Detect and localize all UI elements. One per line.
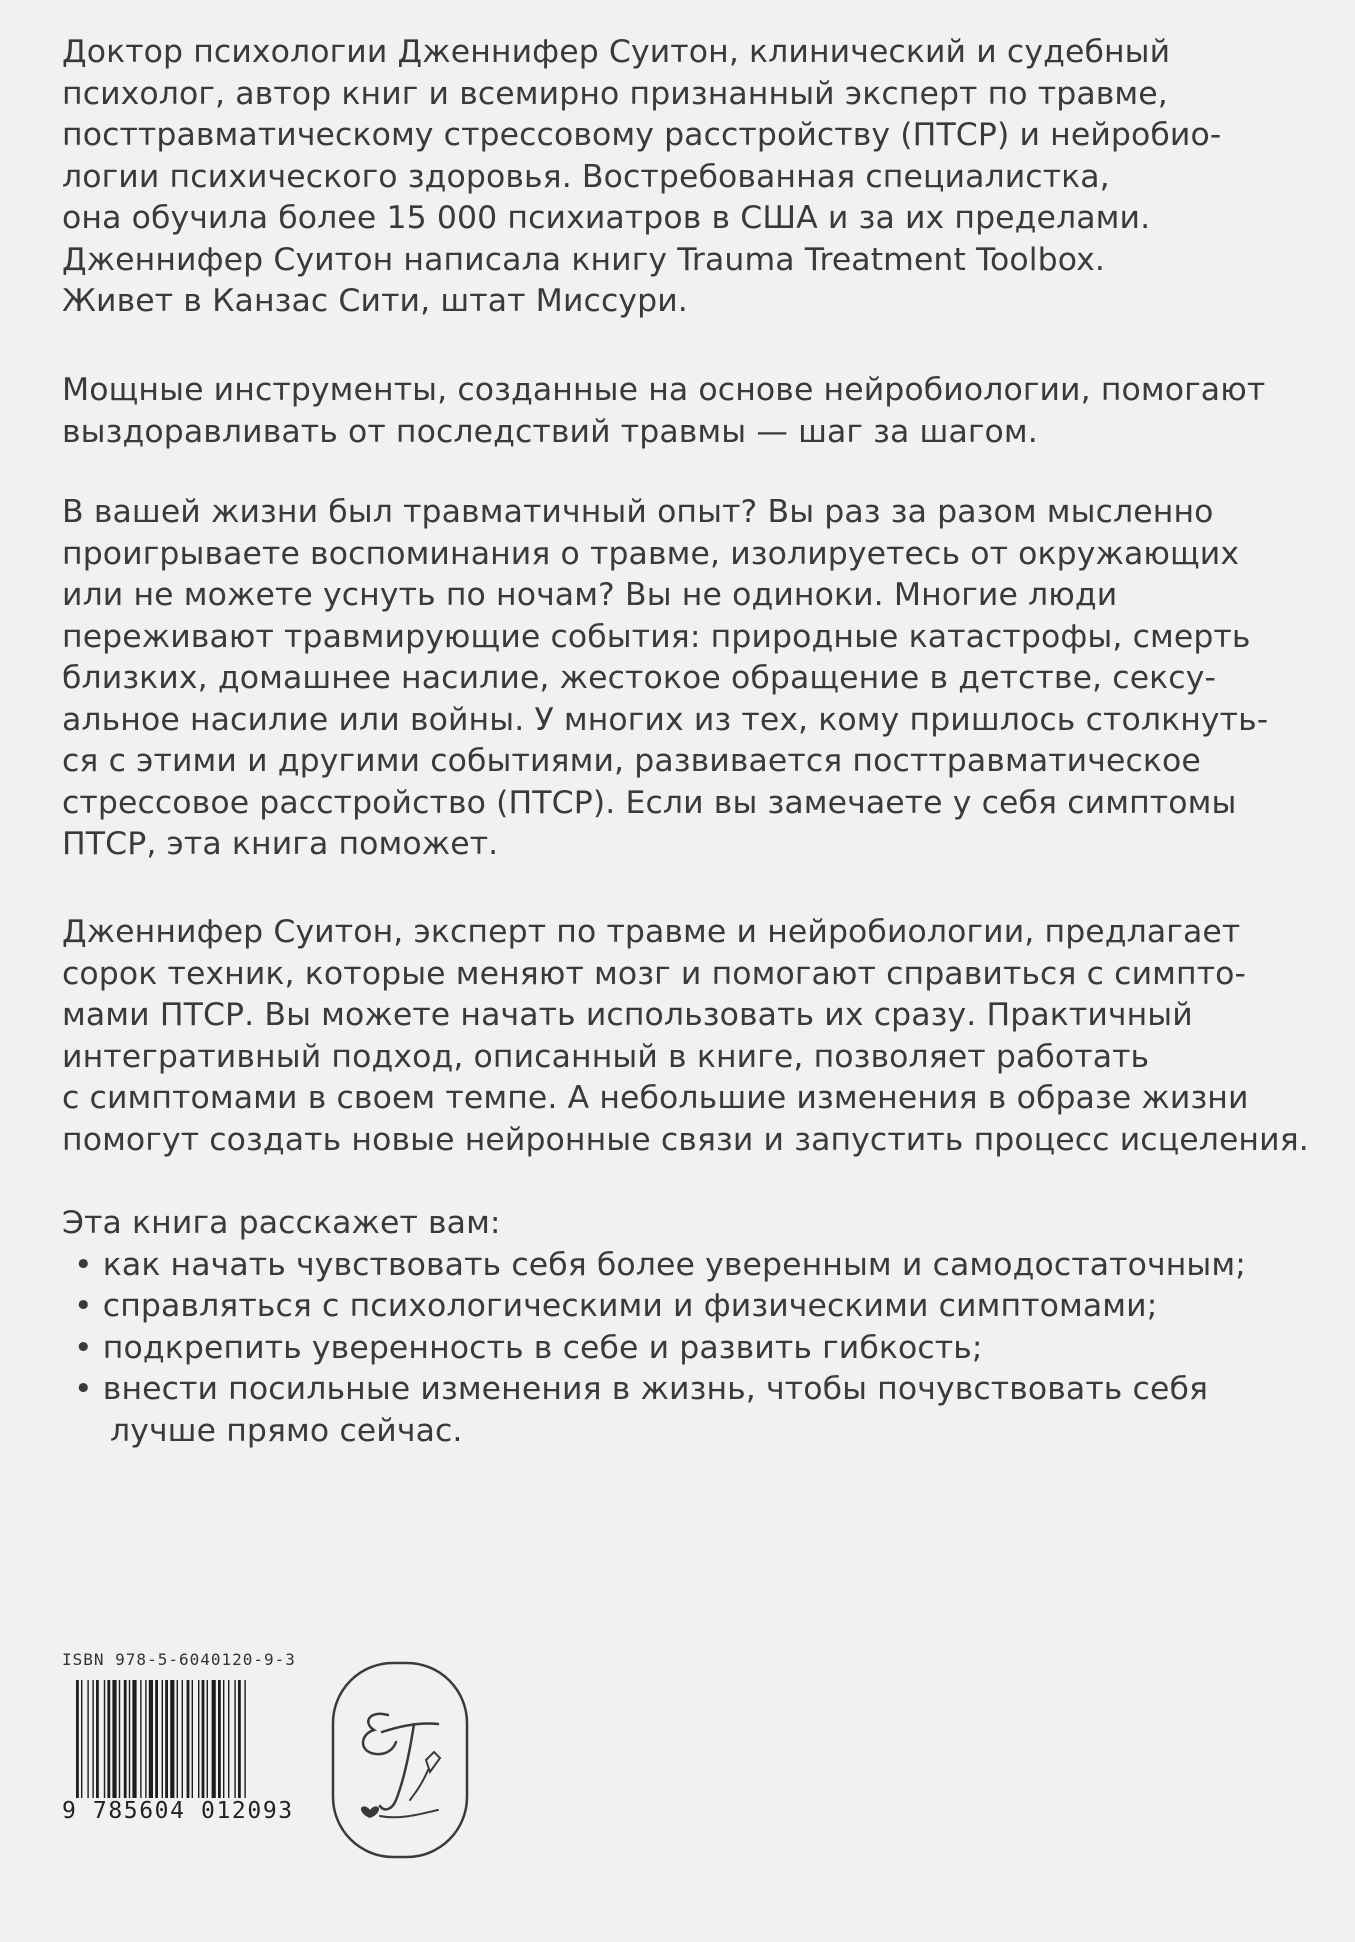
intro-line: ПТСР, эта книга поможет. (62, 826, 499, 862)
author-bio-line: посттравматическому стрессовому расстройству (ПТСР) и нейробио- (62, 117, 1222, 153)
intro-line: близких, домашнее насилие, жестокое обращение в детстве, сексу- (62, 660, 1216, 696)
description-line: мами ПТСР. Вы можете начать использовать их сразу. Практичный (62, 997, 1193, 1033)
intro-paragraph (62, 492, 1302, 866)
benefit-item: • подкрепить уверенность в себе и развить гибкость; (74, 1329, 983, 1366)
barcode-digits: 9 785604 012093 (62, 1798, 294, 1824)
benefits-heading: Эта книга расскажет вам: (62, 1205, 501, 1241)
intro-line: альное насилие или войны. У многих из тех, кому пришлось столкнуть- (62, 701, 1269, 738)
description-line: интегративный подход, описанный в книге, позволяет работать (62, 1038, 1150, 1075)
intro-line: проигрываете воспоминания о травме, изолируетесь от окружающих (62, 535, 1240, 572)
description-line: Дженнифер Суитон, эксперт по травме и нейробиологии, предлагает (62, 914, 1241, 950)
author-bio-line: психолог, автор книг и всемирно признанный эксперт по травме, (62, 75, 1168, 112)
benefits-list (62, 1203, 1302, 1452)
author-bio (62, 32, 1302, 323)
intro-line: ся с этими и другими событиями, развивается посттравматическое (62, 743, 1201, 779)
author-bio-line: Доктор психологии Дженнифер Суитон, клинический и судебный (62, 34, 1171, 70)
author-bio-line: Живет в Канзас Сити, штат Миссури. (62, 283, 688, 319)
isbn-block (62, 1650, 302, 1850)
author-bio-line: Дженнифер Суитон написала книгу Trauma Treatment Toolbox. (62, 241, 1105, 278)
tagline-line: выздоравливать от последствий травмы — шаг за шагом. (62, 413, 1038, 450)
intro-line: В вашей жизни был травматичный опыт? Вы раз за разом мысленно (62, 494, 1214, 530)
benefit-item: • справляться с психологическими и физическими симптомами; (74, 1288, 1158, 1324)
tagline-line: Мощные инструменты, созданные на основе нейробиологии, помогают (62, 372, 1266, 408)
intro-line: стрессовое расстройство (ПТСР). Если вы замечаете у себя симптомы (62, 784, 1237, 821)
benefit-item: • внести посильные изменения в жизнь, чтобы почувствовать себя (74, 1371, 1209, 1407)
benefit-item-continuation: лучше прямо сейчас. (110, 1412, 463, 1449)
description-line: сорок техник, которые меняют мозг и помогают справиться с симпто- (62, 955, 1247, 992)
intro-line: переживают травмирующие события: природные катастрофы, смерть (62, 618, 1251, 655)
description-line: с симптомами в своем темпе. А небольшие изменения в образе жизни (62, 1080, 1249, 1116)
benefit-item: • как начать чувствовать себя более уверенным и самодостаточным; (74, 1246, 1246, 1283)
author-bio-line: логии психического здоровья. Востребованная специалистка, (62, 158, 1110, 195)
author-bio-line: она обучила более 15 000 психиатров в США и за их пределами. (62, 200, 1151, 236)
intro-line: или не можете уснуть по ночам? Вы не одиноки. Многие люди (62, 577, 1118, 613)
description-paragraph (62, 912, 1309, 1161)
description-line: помогут создать новые нейронные связи и запустить процесс исцеления. (62, 1121, 1309, 1158)
tagline (62, 370, 1302, 453)
isbn-label: ISBN 978-5-6040120-9-3 (62, 1650, 296, 1669)
publisher-monogram-icon (330, 1660, 470, 1860)
